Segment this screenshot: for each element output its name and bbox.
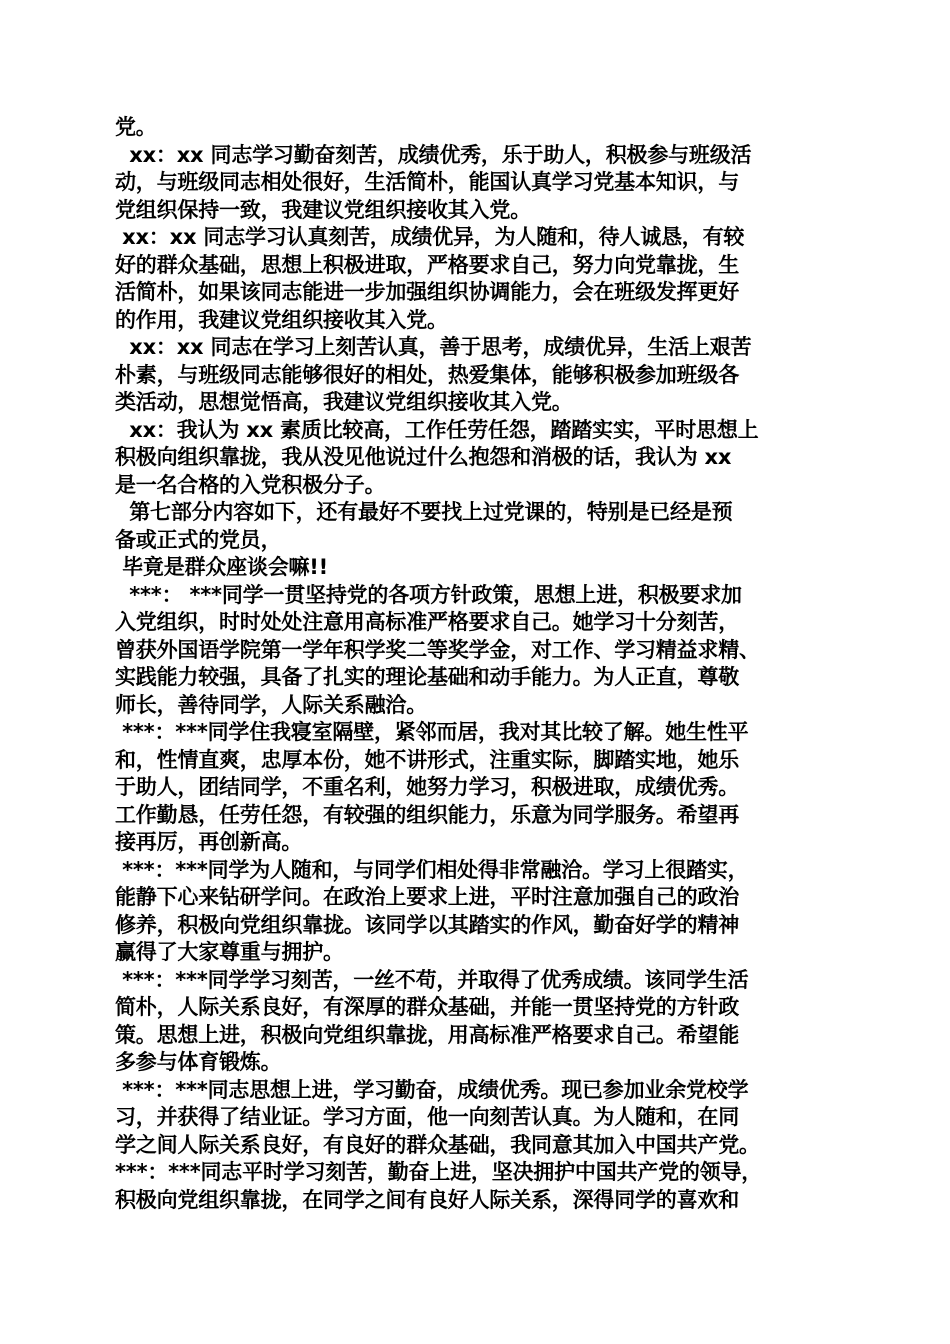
text-line: 党。 — [115, 115, 157, 139]
text-line: 习，并获得了结业证。学习方面，他一向刻苦认真。为人随和，在同 — [115, 1105, 739, 1129]
text-line: 第七部分内容如下，还有最好不要找上过党课的，特别是已经是预 — [115, 500, 733, 524]
text-line: 活简朴，如果该同志能进一步加强组织协调能力，会在班级发挥更好 — [115, 280, 739, 304]
text-line: 能静下心来钻研学问。在政治上要求上进，平时注意加强自己的政治 — [115, 885, 739, 909]
text-line: ***：***同志思想上进，学习勤奋，成绩优秀。现已参加业余党校学 — [115, 1077, 749, 1102]
text-line: 入党组织，时时处处注意用高标准严格要求自己。她学习十分刻苦， — [115, 610, 739, 634]
text-line: 的作用，我建议党组织接收其入党。 — [115, 307, 448, 332]
text-line: 工作勤恳，任劳任怨，有较强的组织能力，乐意为同学服务。希望再 — [115, 802, 739, 827]
text-line: ***：***同学为人随和，与同学们相处得非常融洽。学习上很踏实， — [115, 857, 749, 882]
text-line: 师长，善待同学，人际关系融洽。 — [115, 692, 427, 717]
text-line: xx：xx 同志学习勤奋刻苦，成绩优秀，乐于助人，积极参与班级活 — [115, 142, 752, 167]
text-line: 毕竟是群众座谈会嘛!! — [115, 555, 329, 579]
text-line: 朴素，与班级同志能够很好的相处，热爱集体，能够积极参加班级各 — [115, 362, 739, 387]
text-line: 多参与体育锻炼。 — [115, 1050, 282, 1074]
text-line: 是一名合格的入党积极分子。 — [115, 472, 386, 497]
text-line: 曾获外国语学院第一学年积学奖二等奖学金，对工作、学习精益求精、 — [115, 637, 760, 662]
text-line: 备或正式的党员， — [115, 527, 282, 552]
text-line: ***：***同学住我寝室隔壁，紧邻而居，我对其比较了解。她生性平 — [115, 720, 749, 744]
document-body — [115, 114, 845, 1214]
text-line: 策。思想上进，积极向党组织靠拢，用高标准严格要求自己。希望能 — [115, 1022, 739, 1047]
text-line: 和，性情直爽，忠厚本份，她不讲形式，注重实际，脚踏实地，她乐 — [115, 747, 739, 772]
text-line: 类活动，思想觉悟高，我建议党组织接收其入党。 — [115, 390, 573, 414]
text-line: xx：我认为 xx 素质比较高，工作任劳任怨，踏踏实实，平时思想上 — [115, 417, 759, 442]
text-line: xx：xx 同志学习认真刻苦，成绩优异，为人随和，待人诚恳，有较 — [115, 225, 745, 249]
text-line: 积极向组织靠拢，我从没见他说过什么抱怨和消极的话，我认为 xx — [115, 445, 732, 469]
text-line: 赢得了大家尊重与拥护。 — [115, 940, 344, 964]
text-line: ***：***同学学习刻苦，一丝不苟，并取得了优秀成绩。该同学生活 — [115, 967, 749, 992]
text-line: 修养，积极向党组织靠拢。该同学以其踏实的作风，勤奋好学的精神 — [115, 912, 739, 937]
text-line: xx：xx 同志在学习上刻苦认真，善于思考，成绩优异，生活上艰苦 — [115, 335, 752, 359]
text-line: 学之间人际关系良好，有良好的群众基础，我同意其加入中国共产党。 — [115, 1132, 760, 1157]
text-line: 积极向党组织靠拢，在同学之间有良好人际关系，深得同学的喜欢和 — [115, 1187, 739, 1212]
text-line: 接再厉，再创新高。 — [115, 830, 303, 854]
text-line: 简朴，人际关系良好，有深厚的群众基础，并能一贯坚持党的方针政 — [115, 995, 739, 1019]
text-line: 于助人，团结同学，不重名利，她努力学习，积极进取，成绩优秀。 — [115, 775, 739, 799]
text-line: 实践能力较强，具备了扎实的理论基础和动手能力。为人正直，尊敬 — [115, 665, 739, 689]
text-line: 动，与班级同志相处很好，生活简朴，能国认真学习党基本知识，与 — [115, 170, 739, 194]
text-line: ***：***同志平时学习刻苦，勤奋上进，坚决拥护中国共产党的领导， — [115, 1160, 763, 1184]
text-line: 党组织保持一致，我建议党组织接收其入党。 — [115, 197, 531, 222]
text-line: ***： ***同学一贯坚持党的各项方针政策，思想上进，积极要求加 — [115, 582, 742, 607]
text-line: 好的群众基础，思想上积极进取，严格要求自己，努力向党靠拢，生 — [115, 252, 739, 277]
